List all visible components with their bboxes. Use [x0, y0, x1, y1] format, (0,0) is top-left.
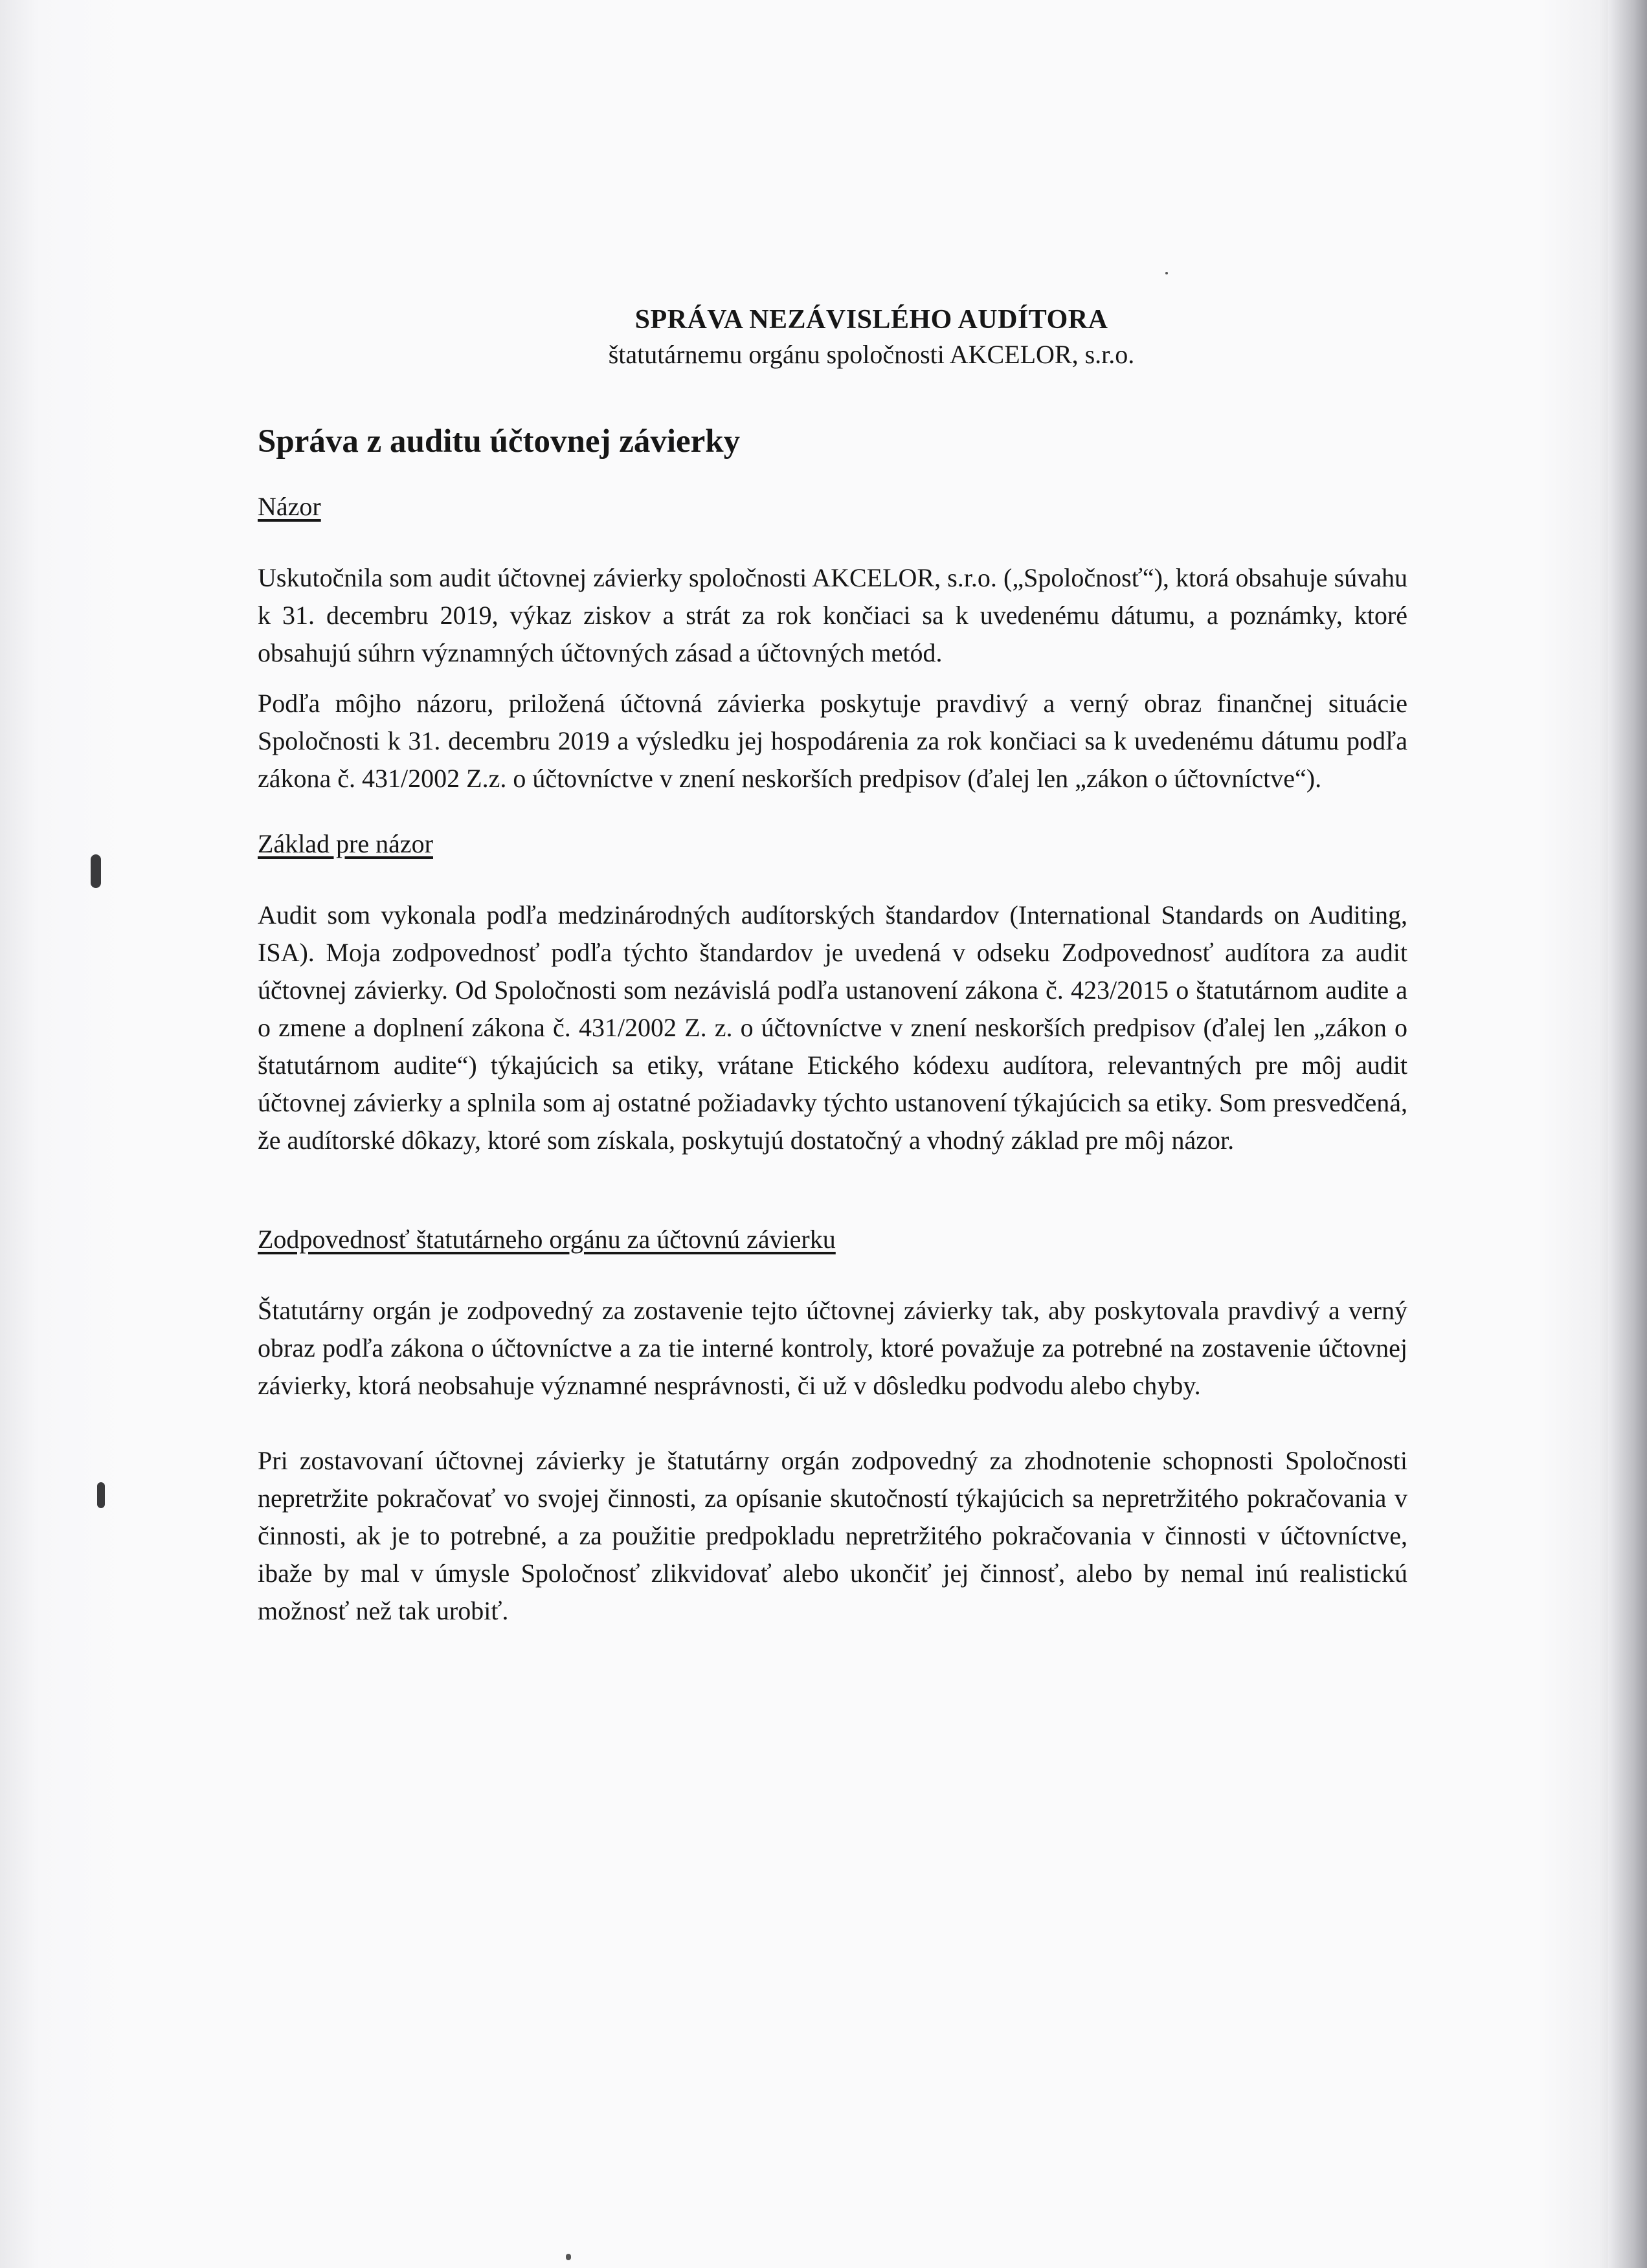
heading-opinion: Názor — [258, 492, 321, 521]
section-title: Správa z auditu účtovnej závierky — [258, 423, 741, 460]
page-edge-shadow — [1608, 0, 1647, 2268]
paragraph-going-concern: Pri zostavovaní účtovnej závierky je štatutárny orgán zodpovedný za zhodnotenie schopnosti Spoločnosti nepretržite pokračovať vo svojej činnosti, za opísanie skutočností týkajúcich sa nepretržitého pokračovania v činnosti, ak je to potrebné, a za použitie predpokladu nepretržitého pokračovania v činnosti v účtovníctve, ibaže by mal v úmysle Spoločnosť zlikvidovať alebo ukončiť jej činnosť, alebo by nemal inú realistickú možnosť než tak urobiť. — [258, 1446, 1407, 1625]
punch-hole-mark — [91, 854, 101, 888]
scan-speck — [1165, 272, 1168, 274]
report-title: SPRÁVA NEZÁVISLÉHO AUDÍTORA — [634, 305, 1108, 335]
paragraph-opinion: Podľa môjho názoru, priložená účtovná závierka poskytuje pravdivý a verný obraz finančnej situácie Spoločnosti k 31. decembru 2019 a výsledku jej hospodárenia za rok končiaci sa k uvedenému dátumu podľa zákona č. 431/2002 Z.z. o účtovníctve v znení neskorších predpisov (ďalej len „zákon o účtovníctve“). — [258, 689, 1407, 793]
scan-speck — [566, 2254, 571, 2260]
paragraph-audit-scope: Uskutočnila som audit účtovnej závierky spoločnosti AKCELOR, s.r.o. („Spoločnosť“), ktorá obsahuje súvahu k 31. decembru 2019, výkaz ziskov a strát za rok končiaci sa k uvedenému dátumu, a poznámky, ktoré obsahujú súhrn významných účtovných zásad a účtovných metód. — [258, 563, 1407, 667]
heading-responsibility: Zodpovednosť štatutárneho orgánu za účtovnú závierku — [258, 1225, 836, 1254]
paragraph-basis: Audit som vykonala podľa medzinárodných audítorských štandardov (International Standards on Auditing, ISA). Moja zodpovednosť podľa týchto štandardov je uvedená v odseku Zodpovednosť audítora za audit účtovnej závierky. Od Spoločnosti som nezávislá podľa ustanovení zákona č. 423/2015 o štatutárnom audite a o zmene a doplnení zákona č. 431/2002 Z. z. o účtovníctve v znení neskorších predpisov (ďalej len „zákon o štatutárnom audite“) týkajúcich sa etiky, vrátane Etického kódexu audítora, relevantných pre môj audit účtovnej závierky a splnila som aj ostatné požiadavky týchto ustanovení týkajúcich sa etiky. Som presvedčená, že audítorské dôkazy, ktoré som získala, poskytujú dostatočný a vhodný základ pre môj názor. — [258, 900, 1407, 1155]
report-subtitle: štatutárnemu orgánu spoločnosti AKCELOR, s.r.o. — [608, 340, 1135, 369]
paragraph-responsibility: Štatutárny orgán je zodpovedný za zostavenie tejto účtovnej závierky tak, aby poskytovala pravdivý a verný obraz podľa zákona o účtovníctve a za tie interné kontroly, ktoré považuje za potrebné na zostavenie účtovnej závierky, ktorá neobsahuje významné nesprávnosti, či už v dôsledku podvodu alebo chyby. — [258, 1296, 1407, 1400]
heading-basis-for-opinion: Základ pre názor — [258, 829, 433, 858]
document-body — [258, 304, 1407, 1630]
punch-hole-mark — [97, 1482, 105, 1508]
